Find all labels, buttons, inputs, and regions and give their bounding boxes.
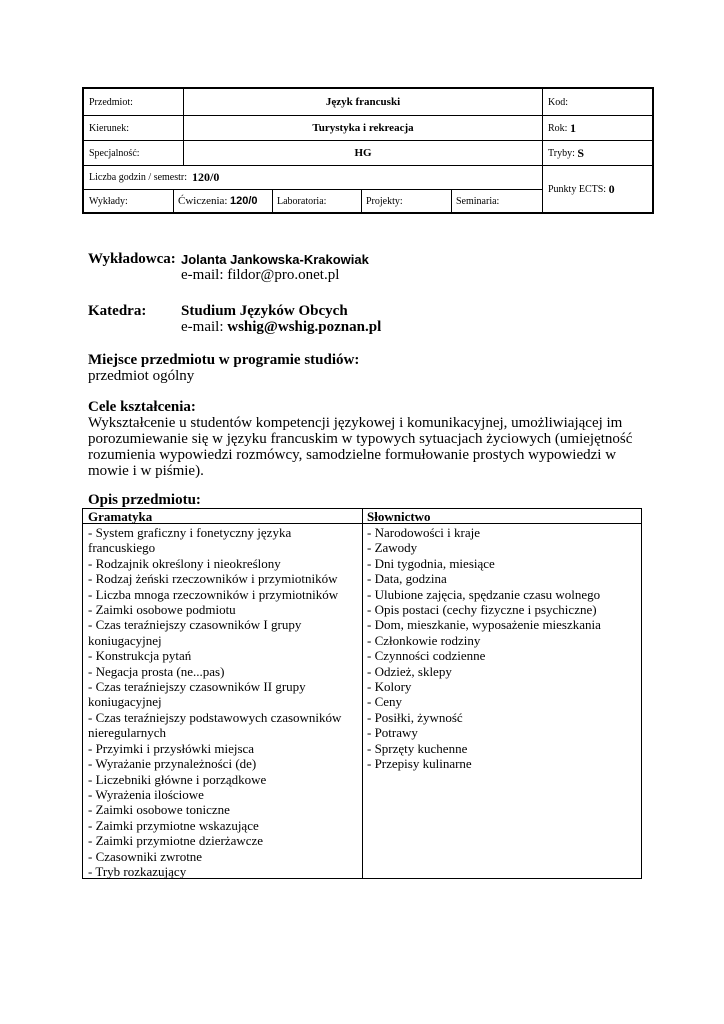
specjalnosc-value: HG	[354, 147, 372, 159]
grammar-item: francuskiego	[88, 540, 156, 556]
grammar-item: - Czas teraźniejszy czasowników I grupy	[88, 617, 302, 633]
punkty-value: 0	[608, 181, 615, 196]
vocab-item: - Przepisy kulinarne	[367, 756, 472, 772]
grammar-item: - Wyrażenia ilościowe	[88, 786, 204, 802]
tryby-label: Tryby:	[548, 147, 575, 159]
vocab-item: - Sprzęty kuchenne	[367, 740, 468, 756]
vocab-list	[367, 525, 639, 772]
col-divider	[272, 189, 273, 212]
vocab-item: - Zawody	[367, 540, 418, 556]
projekty-label: Projekty:	[366, 195, 403, 207]
header-divider	[83, 523, 641, 524]
vocab-item: - Kolory	[367, 679, 412, 695]
department-email-prefix: e-mail:	[181, 319, 228, 335]
vocab-item: - Ulubione zajęcia, spędzanie czasu wolnego	[367, 586, 601, 602]
goals-heading: Cele kształcenia:	[88, 399, 196, 415]
kierunek-value: Turystyka i rekreacja	[312, 122, 414, 134]
grammar-item: - Konstrukcja pytań	[88, 648, 192, 664]
grammar-item: - Przyimki i przysłówki miejsca	[88, 740, 255, 756]
grammar-item: - Zaimki osobowe toniczne	[88, 802, 230, 818]
grammar-item: - Tryb rozkazujący	[88, 863, 187, 879]
grammar-item: nieregularnych	[88, 725, 166, 741]
kierunek-label: Kierunek:	[89, 122, 129, 134]
goals-line: porozumiewanie się w języku francuskim w typowych sytuacjach życiowych (umiejętność	[88, 431, 633, 447]
goals-line: mowie i w piśmie).	[88, 463, 204, 479]
col-divider	[173, 189, 174, 212]
vocab-item: - Członkowie rodziny	[367, 632, 481, 648]
godziny-value: 120/0	[192, 170, 220, 184]
vocab-item: - Opis postaci (cechy fizyczne i psychiczne)	[367, 602, 597, 618]
goals-line: Wykształcenie u studentów kompetencji językowej i komunikacyjnej, umożliwiającej im	[88, 415, 623, 431]
place-text: przedmiot ogólny	[88, 368, 195, 384]
lecturer-label: Wykładowca:	[88, 251, 176, 267]
grammar-item: - Czas teraźniejszy czasowników II grupy	[88, 679, 306, 695]
grammar-item: - Rodzajnik określony i nieokreślony	[88, 555, 281, 571]
vocab-item: - Odzież, sklepy	[367, 663, 452, 679]
col-divider	[361, 189, 362, 212]
rok-field	[548, 116, 648, 140]
lecturer-name: Jolanta Jankowska-Krakowiak	[181, 252, 369, 267]
description-heading: Opis przedmiotu:	[88, 492, 201, 508]
vocab-item: - Dni tygodnia, miesiące	[367, 555, 495, 571]
vocab-item: - Posiłki, żywność	[367, 709, 463, 725]
col-divider	[451, 189, 452, 212]
cwiczenia-field	[178, 190, 272, 212]
przedmiot-label: Przedmiot:	[89, 96, 133, 108]
vocab-item: - Narodowości i kraje	[367, 525, 480, 540]
cwiczenia-label: Ćwiczenia:	[178, 195, 228, 207]
grammar-header: Gramatyka	[88, 509, 153, 524]
cwiczenia-value: 120/0	[229, 195, 258, 207]
place-heading: Miejsce przedmiotu w programie studiów:	[88, 352, 360, 368]
grammar-item: - System graficzny i fonetyczny języka	[88, 525, 292, 540]
grammar-item: - Zaimki przymiotne wskazujące	[88, 817, 259, 833]
vocab-item: - Czynności codzienne	[367, 648, 486, 664]
lecturer-email[interactable]: e-mail: fildor@pro.onet.pl	[181, 267, 340, 283]
grammar-item: - Liczebniki główne i porządkowe	[88, 771, 267, 787]
grammar-item: - Rodzaj żeński rzeczowników i przymiotników	[88, 571, 338, 587]
department-email-line	[181, 319, 381, 335]
wyklady-label: Wykłady:	[89, 195, 128, 207]
course-header-table	[82, 87, 654, 214]
punkty-ects-field	[548, 166, 650, 212]
department-name: Studium Języków Obcych	[181, 303, 348, 319]
vocab-item: - Potrawy	[367, 725, 418, 741]
grammar-item: - Zaimki osobowe podmiotu	[88, 602, 236, 618]
tryby-field	[548, 141, 648, 165]
punkty-label: Punkty ECTS:	[548, 183, 607, 195]
seminaria-label: Seminaria:	[456, 195, 500, 207]
rok-value: 1	[569, 120, 576, 135]
vocab-item: - Data, godzina	[367, 571, 447, 587]
grammar-list	[88, 525, 360, 879]
vocab-header: Słownictwo	[367, 509, 431, 524]
grammar-item: - Czasowniki zwrotne	[88, 848, 203, 864]
department-label: Katedra:	[88, 303, 147, 319]
tryby-value: S	[577, 145, 585, 160]
grammar-item: - Zaimki przymiotne dzierżawcze	[88, 833, 264, 849]
col-divider	[362, 509, 363, 878]
specjalnosc-label: Specjalność:	[89, 147, 140, 159]
vocab-item: - Ceny	[367, 694, 403, 710]
rok-label: Rok:	[548, 122, 568, 134]
przedmiot-value: Język francuski	[325, 96, 401, 108]
vocab-item: - Dom, mieszkanie, wyposażenie mieszkania	[367, 617, 601, 633]
department-email[interactable]: wshig@wshig.poznan.pl	[227, 319, 382, 335]
col-divider	[542, 89, 543, 212]
goals-line: rozumienia wypowiedzi rozmówcy, samodzielne formułowanie prostych wypowiedzi w	[88, 447, 617, 463]
laboratoria-label: Laboratoria:	[277, 195, 327, 207]
grammar-item: - Czas teraźniejszy podstawowych czasowników	[88, 709, 342, 725]
description-table	[82, 508, 642, 879]
grammar-item: koniugacyjnej	[88, 694, 162, 710]
grammar-item: - Liczba mnoga rzeczowników i przymiotników	[88, 586, 339, 602]
grammar-item: - Negacja prosta (ne...pas)	[88, 663, 225, 679]
godziny-field	[89, 166, 539, 189]
grammar-item: - Wyrażanie przynależności (de)	[88, 756, 257, 772]
godziny-label: Liczba godzin / semestr:	[89, 172, 188, 183]
grammar-item: koniugacyjnej	[88, 632, 162, 648]
kod-label: Kod:	[548, 96, 568, 108]
